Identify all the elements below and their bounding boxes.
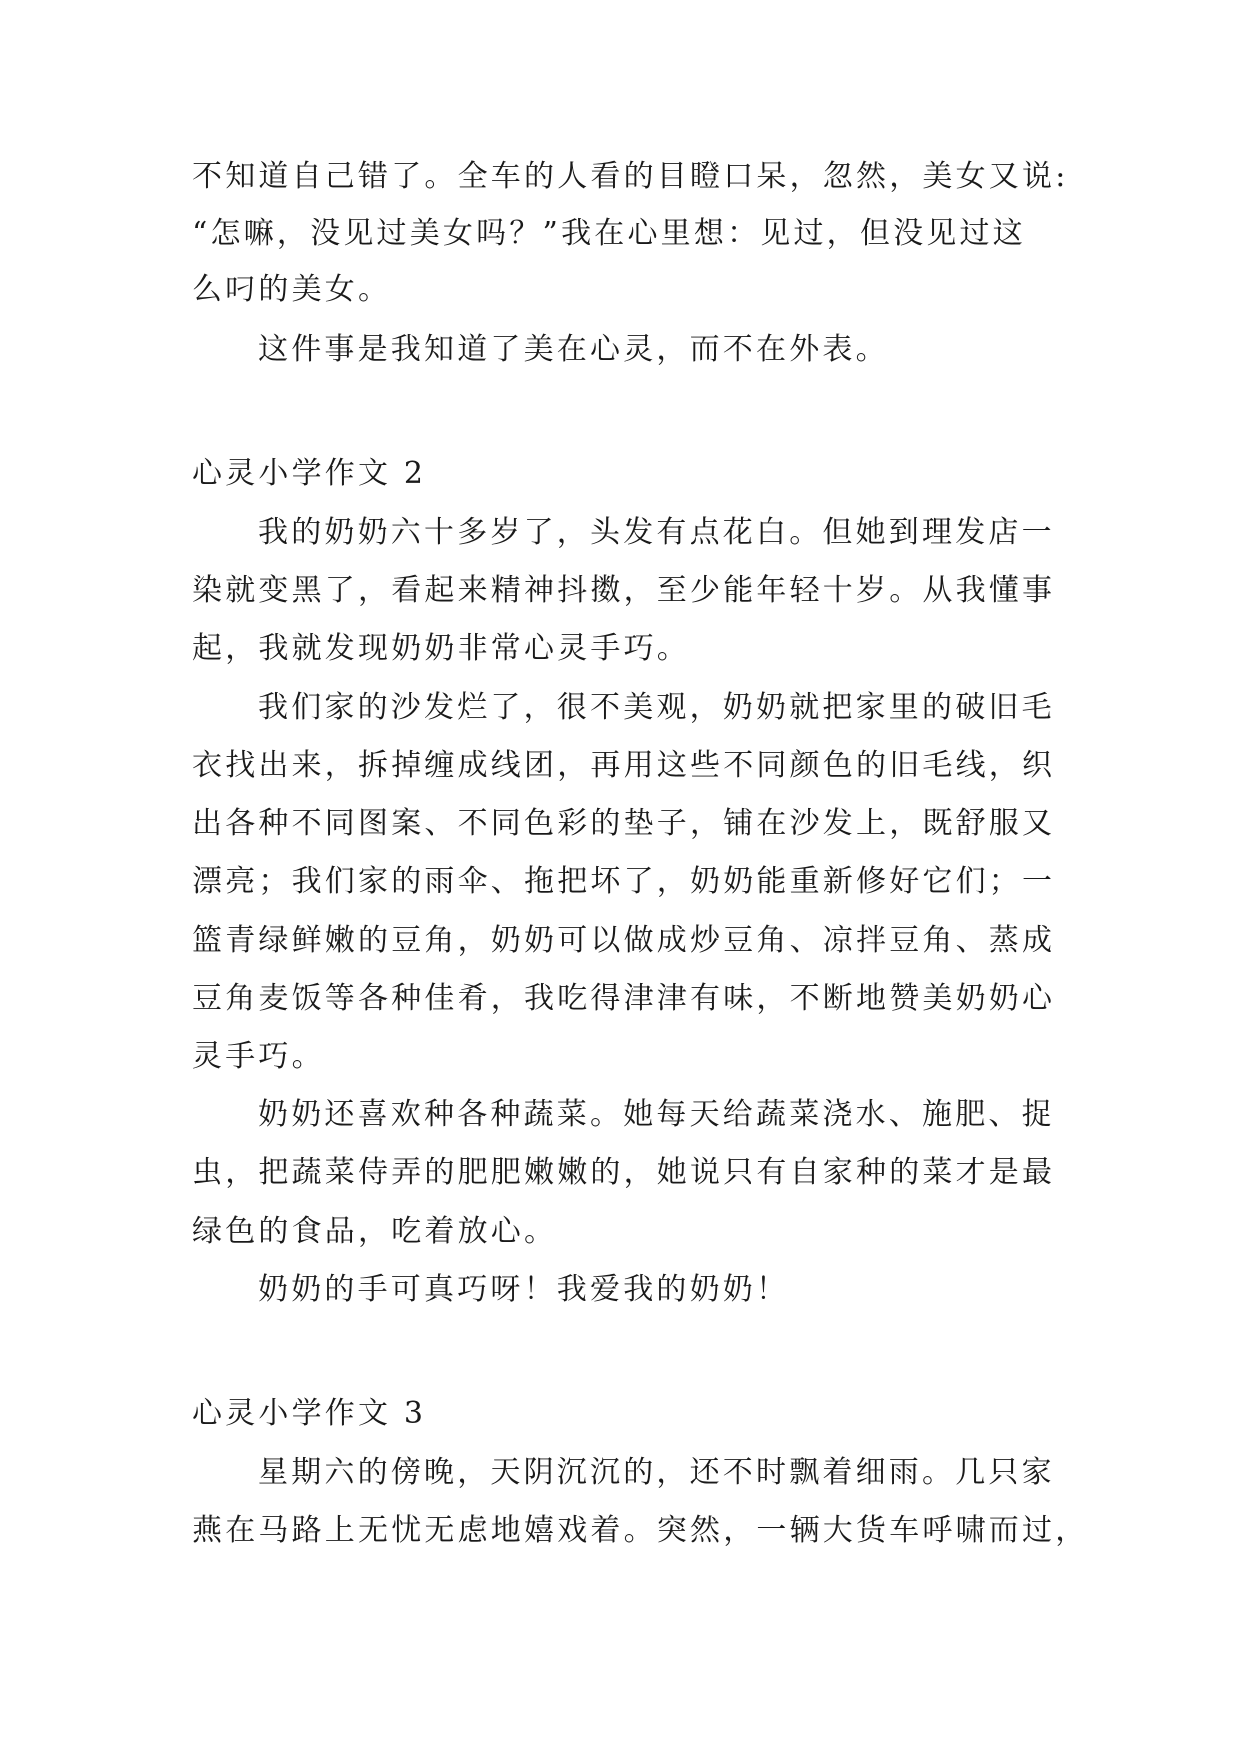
text-line: 衣找出来，拆掉缠成线团，再用这些不同颜色的旧毛线，织 [192,748,1056,783]
text-line: 绿色的食品，吃着放心。 [192,1214,558,1249]
text-line: 起，我就发现奶奶非常心灵手巧。 [192,631,690,666]
text-line: 不知道自己错了。全车的人看的目瞪口呆，忽然，美女又说: [192,159,1069,194]
paragraph-line: 我的奶奶六十多岁了，头发有点花白。但她到理发店一 [258,515,1055,550]
text-line: 出各种不同图案、不同色彩的垫子，铺在沙发上，既舒服又 [192,806,1056,841]
paragraph-line: 奶奶的手可真巧呀！我爱我的奶奶！ [258,1272,790,1307]
text-line: 灵手巧。 [192,1039,325,1074]
text-line: 燕在马路上无忧无虑地嬉戏着。突然，一辆大货车呼啸而过， [192,1513,1089,1548]
paragraph-line: 这件事是我知道了美在心灵，而不在外表。 [258,332,889,367]
text-line: 豆角麦饭等各种佳肴，我吃得津津有味，不断地赞美奶奶心 [192,981,1056,1016]
text-line: 么叼的美女。 [192,272,392,307]
text-line: 漂亮；我们家的雨伞、拖把坏了，奶奶能重新修好它们；一 [192,864,1056,899]
paragraph-line: 我们家的沙发烂了，很不美观，奶奶就把家里的破旧毛 [258,690,1055,725]
text-line: “怎嘛，没见过美女吗？”我在心里想：见过，但没见过这 [192,216,1026,251]
text-line: 虫，把蔬菜侍弄的肥肥嫩嫩的，她说只有自家种的菜才是最 [192,1155,1056,1190]
section-heading: 心灵小学作文 3 [192,1396,427,1431]
paragraph-line: 奶奶还喜欢种各种蔬菜。她每天给蔬菜浇水、施肥、捉 [258,1097,1055,1132]
section-heading: 心灵小学作文 2 [192,456,427,491]
text-line: 染就变黑了，看起来精神抖擞，至少能年轻十岁。从我懂事 [192,573,1056,608]
text-line: 篮青绿鲜嫩的豆角，奶奶可以做成炒豆角、凉拌豆角、蒸成 [192,923,1056,958]
paragraph-line: 星期六的傍晚，天阴沉沉的，还不时飘着细雨。几只家 [258,1455,1055,1490]
